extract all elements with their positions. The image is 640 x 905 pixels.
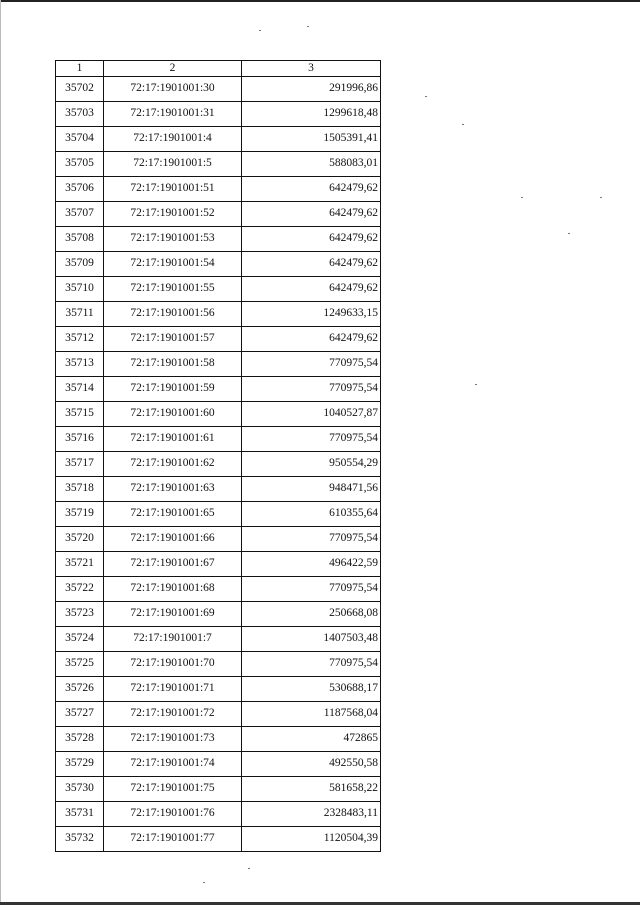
table-row	[56, 652, 381, 677]
row-number-cell: 35715	[56, 402, 104, 427]
cadastral-number-cell: 72:17:1901001:74	[104, 752, 242, 777]
table-row	[56, 327, 381, 352]
row-number-cell: 35723	[56, 602, 104, 627]
value-cell: 642479,62	[242, 327, 381, 352]
value-cell: 950554,29	[242, 452, 381, 477]
page-top-edge	[0, 0, 640, 2]
value-cell: 291996,86	[242, 77, 381, 102]
table-row	[56, 677, 381, 702]
column-header-2: 2	[104, 61, 242, 77]
scan-speck	[203, 882, 205, 883]
scan-speck	[475, 384, 477, 385]
value-cell: 1187568,04	[242, 702, 381, 727]
row-number-cell: 35725	[56, 652, 104, 677]
table-row	[56, 402, 381, 427]
value-cell: 1407503,48	[242, 627, 381, 652]
table-row	[56, 77, 381, 102]
table-row	[56, 477, 381, 502]
cadastral-number-cell: 72:17:1901001:7	[104, 627, 242, 652]
row-number-cell: 35710	[56, 277, 104, 302]
table-row	[56, 502, 381, 527]
value-cell: 642479,62	[242, 177, 381, 202]
value-cell: 492550,58	[242, 752, 381, 777]
value-cell: 770975,54	[242, 427, 381, 452]
value-cell: 770975,54	[242, 527, 381, 552]
table-row	[56, 727, 381, 752]
table-row	[56, 577, 381, 602]
cadastral-number-cell: 72:17:1901001:60	[104, 402, 242, 427]
table-row	[56, 552, 381, 577]
table-row	[56, 102, 381, 127]
row-number-cell: 35721	[56, 552, 104, 577]
row-number-cell: 35712	[56, 327, 104, 352]
cadastral-number-cell: 72:17:1901001:31	[104, 102, 242, 127]
page-left-edge	[0, 0, 1, 905]
row-number-cell: 35731	[56, 802, 104, 827]
cadastral-number-cell: 72:17:1901001:63	[104, 477, 242, 502]
row-number-cell: 35707	[56, 202, 104, 227]
cadastral-number-cell: 72:17:1901001:71	[104, 677, 242, 702]
table-row	[56, 227, 381, 252]
scan-speck	[462, 124, 464, 125]
row-number-cell: 35705	[56, 152, 104, 177]
row-number-cell: 35704	[56, 127, 104, 152]
table-row	[56, 152, 381, 177]
value-cell: 1505391,41	[242, 127, 381, 152]
row-number-cell: 35719	[56, 502, 104, 527]
value-cell: 496422,59	[242, 552, 381, 577]
value-cell: 1299618,48	[242, 102, 381, 127]
cadastral-number-cell: 72:17:1901001:69	[104, 602, 242, 627]
scan-speck	[307, 26, 309, 27]
row-number-cell: 35727	[56, 702, 104, 727]
table-row	[56, 127, 381, 152]
cadastral-number-cell: 72:17:1901001:57	[104, 327, 242, 352]
cadastral-number-cell: 72:17:1901001:55	[104, 277, 242, 302]
table-row	[56, 177, 381, 202]
table-row	[56, 252, 381, 277]
row-number-cell: 35722	[56, 577, 104, 602]
value-cell: 1120504,39	[242, 827, 381, 852]
cadastral-number-cell: 72:17:1901001:54	[104, 252, 242, 277]
value-cell: 770975,54	[242, 377, 381, 402]
column-header-3: 3	[242, 61, 381, 77]
value-cell: 610355,64	[242, 502, 381, 527]
cadastral-number-cell: 72:17:1901001:53	[104, 227, 242, 252]
cadastral-number-cell: 72:17:1901001:77	[104, 827, 242, 852]
row-number-cell: 35724	[56, 627, 104, 652]
table-row	[56, 827, 381, 852]
table-row	[56, 427, 381, 452]
row-number-cell: 35706	[56, 177, 104, 202]
cadastral-number-cell: 72:17:1901001:68	[104, 577, 242, 602]
cadastral-number-cell: 72:17:1901001:5	[104, 152, 242, 177]
cadastral-number-cell: 72:17:1901001:72	[104, 702, 242, 727]
table-header-row	[56, 61, 381, 77]
table-row	[56, 802, 381, 827]
value-cell: 588083,01	[242, 152, 381, 177]
row-number-cell: 35720	[56, 527, 104, 552]
value-cell: 642479,62	[242, 202, 381, 227]
value-cell: 530688,17	[242, 677, 381, 702]
cadastral-number-cell: 72:17:1901001:73	[104, 727, 242, 752]
cadastral-number-cell: 72:17:1901001:61	[104, 427, 242, 452]
column-header-1: 1	[56, 61, 104, 77]
row-number-cell: 35702	[56, 77, 104, 102]
cadastral-value-table	[55, 60, 381, 852]
value-cell: 770975,54	[242, 577, 381, 602]
row-number-cell: 35709	[56, 252, 104, 277]
row-number-cell: 35718	[56, 477, 104, 502]
row-number-cell: 35717	[56, 452, 104, 477]
cadastral-number-cell: 72:17:1901001:58	[104, 352, 242, 377]
value-cell: 1249633,15	[242, 302, 381, 327]
table-row	[56, 377, 381, 402]
value-cell: 770975,54	[242, 352, 381, 377]
value-cell: 948471,56	[242, 477, 381, 502]
row-number-cell: 35711	[56, 302, 104, 327]
cadastral-number-cell: 72:17:1901001:75	[104, 777, 242, 802]
cadastral-number-cell: 72:17:1901001:70	[104, 652, 242, 677]
table-row	[56, 777, 381, 802]
cadastral-number-cell: 72:17:1901001:30	[104, 77, 242, 102]
table-row	[56, 302, 381, 327]
cadastral-number-cell: 72:17:1901001:67	[104, 552, 242, 577]
value-cell: 642479,62	[242, 277, 381, 302]
table-body	[56, 77, 381, 852]
value-cell: 250668,08	[242, 602, 381, 627]
cadastral-number-cell: 72:17:1901001:66	[104, 527, 242, 552]
value-cell: 472865	[242, 727, 381, 752]
table-row	[56, 702, 381, 727]
cadastral-number-cell: 72:17:1901001:59	[104, 377, 242, 402]
table-row	[56, 352, 381, 377]
scan-speck	[259, 30, 261, 31]
row-number-cell: 35716	[56, 427, 104, 452]
table-row	[56, 602, 381, 627]
row-number-cell: 35726	[56, 677, 104, 702]
cadastral-number-cell: 72:17:1901001:76	[104, 802, 242, 827]
scan-speck	[425, 96, 427, 97]
table-row	[56, 527, 381, 552]
table-row	[56, 752, 381, 777]
value-cell: 1040527,87	[242, 402, 381, 427]
row-number-cell: 35703	[56, 102, 104, 127]
row-number-cell: 35713	[56, 352, 104, 377]
table-row	[56, 452, 381, 477]
row-number-cell: 35728	[56, 727, 104, 752]
row-number-cell: 35714	[56, 377, 104, 402]
row-number-cell: 35708	[56, 227, 104, 252]
table-row	[56, 202, 381, 227]
table-row	[56, 277, 381, 302]
cadastral-number-cell: 72:17:1901001:4	[104, 127, 242, 152]
cadastral-number-cell: 72:17:1901001:52	[104, 202, 242, 227]
row-number-cell: 35730	[56, 777, 104, 802]
value-cell: 581658,22	[242, 777, 381, 802]
value-cell: 2328483,11	[242, 802, 381, 827]
table-row	[56, 627, 381, 652]
value-cell: 770975,54	[242, 652, 381, 677]
value-cell: 642479,62	[242, 252, 381, 277]
scan-speck	[521, 197, 523, 198]
scan-speck	[568, 233, 570, 234]
row-number-cell: 35732	[56, 827, 104, 852]
row-number-cell: 35729	[56, 752, 104, 777]
scan-speck	[600, 197, 602, 198]
value-cell: 642479,62	[242, 227, 381, 252]
cadastral-number-cell: 72:17:1901001:65	[104, 502, 242, 527]
cadastral-number-cell: 72:17:1901001:56	[104, 302, 242, 327]
scan-speck	[248, 868, 250, 869]
cadastral-number-cell: 72:17:1901001:51	[104, 177, 242, 202]
cadastral-number-cell: 72:17:1901001:62	[104, 452, 242, 477]
